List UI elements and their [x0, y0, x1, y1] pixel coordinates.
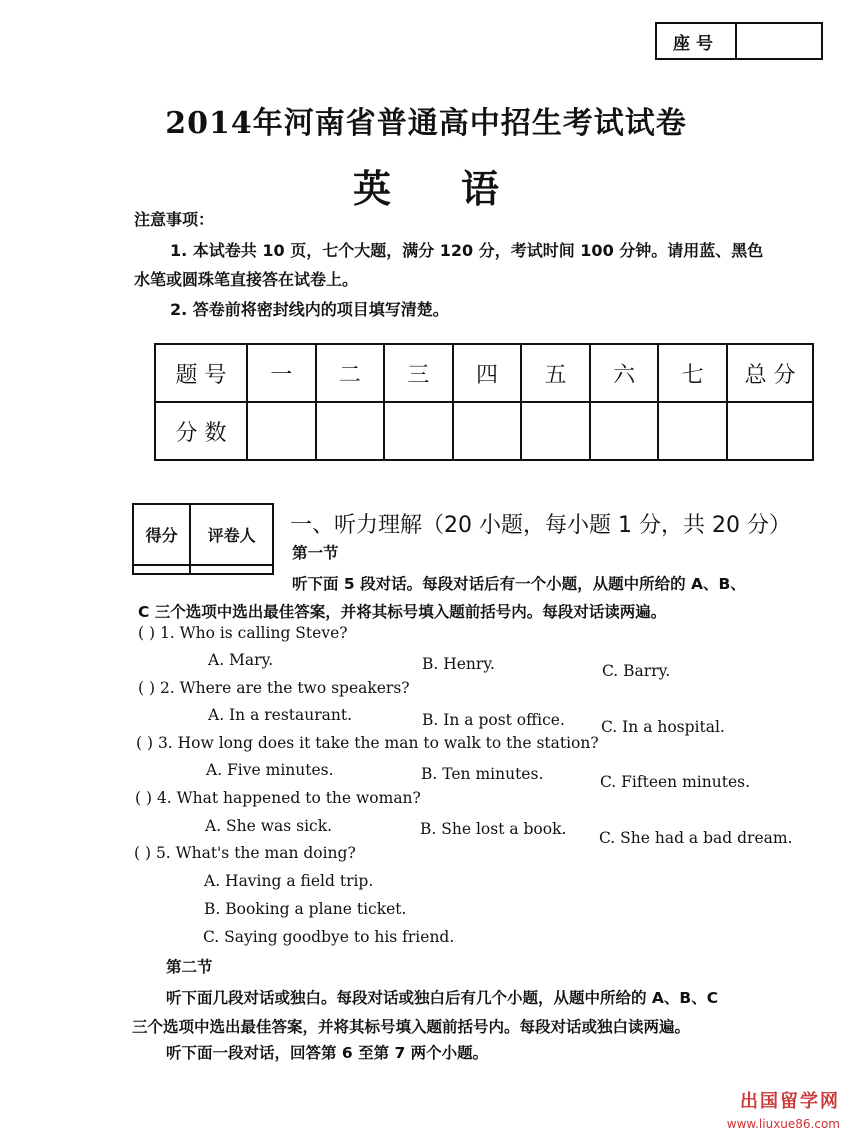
- section-1-title: 一、听力理解（20 小题，每小题 1 分，共 20 分）: [290, 513, 791, 538]
- question-2-option-a: A. In a restaurant.: [208, 706, 353, 724]
- grader-name-cell[interactable]: [190, 565, 273, 574]
- watermark: [727, 1087, 840, 1132]
- seat-number-box: [655, 22, 823, 60]
- score-table: [154, 343, 814, 461]
- score-table-header-cell: 二: [316, 344, 385, 402]
- section-1-part-2-instruction-line-3: 听下面一段对话，回答第 6 至第 7 两个小题。: [166, 1044, 489, 1062]
- section-1-part-2-heading: 第二节: [166, 958, 213, 976]
- notice-item-1-line-2: 水笔或圆珠笔直接答在试卷上。: [134, 270, 359, 289]
- score-table-header-cell: 题 号: [155, 344, 247, 402]
- question-1-option-b: B. Henry.: [422, 655, 495, 673]
- score-table-header-row: [155, 344, 813, 402]
- section-1-instruction-line-2: C 三个选项中选出最佳答案，并将其标号填入题前括号内。每段对话读两遍。: [138, 603, 667, 621]
- score-table-score-row: [155, 402, 813, 460]
- question-4-stem: ( ) 4. What happened to the woman?: [135, 789, 421, 807]
- question-2-stem: ( ) 2. Where are the two speakers?: [138, 679, 410, 697]
- section-1-part-2-instruction-line-2: 三个选项中选出最佳答案，并将其标号填入题前括号内。每段对话或独白读两遍。: [132, 1018, 691, 1036]
- section-1-part-1-heading: 第一节: [292, 544, 339, 562]
- score-cell-2[interactable]: [316, 402, 385, 460]
- question-5-stem: ( ) 5. What's the man doing?: [134, 844, 356, 862]
- notice-item-1-line-1: 1. 本试卷共 10 页，七个大题，满分 120 分，考试时间 100 分钟。请用蓝、黑色: [170, 241, 764, 260]
- question-3-option-c: C. Fifteen minutes.: [600, 773, 750, 791]
- score-table-header-cell: 六: [590, 344, 659, 402]
- grader-score-label: 得分: [133, 504, 190, 565]
- grader-name-label: 评卷人: [190, 504, 273, 565]
- notice-item-2: 2. 答卷前将密封线内的项目填写清楚。: [170, 300, 449, 319]
- section-1-instruction-line-1: 听下面 5 段对话。每段对话后有一个小题，从题中所给的 A、B、: [292, 575, 746, 593]
- exam-title: 2014年河南省普通高中招生考试试卷: [165, 106, 687, 141]
- score-cell-5[interactable]: [521, 402, 590, 460]
- seat-number-label: 座号: [657, 24, 737, 58]
- grader-table: [132, 503, 274, 575]
- score-cell-total[interactable]: [727, 402, 813, 460]
- question-1-option-c: C. Barry.: [602, 662, 671, 680]
- question-3-option-b: B. Ten minutes.: [421, 765, 544, 783]
- score-table-header-cell: 总 分: [727, 344, 813, 402]
- question-3-option-a: A. Five minutes.: [206, 761, 334, 779]
- watermark-site-name: 出国留学网: [740, 1091, 840, 1112]
- score-table-header-cell: 五: [521, 344, 590, 402]
- question-1-stem: ( ) 1. Who is calling Steve?: [138, 624, 348, 642]
- score-table-header-cell: 七: [658, 344, 727, 402]
- score-table-header-cell: 三: [384, 344, 453, 402]
- score-table-row-label: 分 数: [155, 402, 247, 460]
- score-cell-7[interactable]: [658, 402, 727, 460]
- watermark-url: www.liuxue86.com: [726, 1117, 840, 1131]
- question-2-option-c: C. In a hospital.: [601, 718, 725, 736]
- score-cell-4[interactable]: [453, 402, 522, 460]
- question-5-option-a: A. Having a field trip.: [204, 872, 374, 890]
- notice-heading: 注意事项：: [134, 210, 215, 229]
- section-1-part-2-instruction-line-1: 听下面几段对话或独白。每段对话或独白后有几个小题，从题中所给的 A、B、C: [166, 989, 719, 1007]
- question-1-option-a: A. Mary.: [208, 651, 274, 669]
- score-cell-1[interactable]: [247, 402, 316, 460]
- question-5-option-b: B. Booking a plane ticket.: [204, 900, 407, 918]
- grader-score-cell[interactable]: [133, 565, 190, 574]
- subject-title: 英语: [352, 166, 569, 211]
- question-4-option-b: B. She lost a book.: [420, 820, 567, 838]
- question-3-stem: ( ) 3. How long does it take the man to walk to the station?: [136, 734, 599, 752]
- score-table-header-cell: 一: [247, 344, 316, 402]
- question-5-option-c: C. Saying goodbye to his friend.: [203, 928, 455, 946]
- question-2-option-b: B. In a post office.: [422, 711, 565, 729]
- score-cell-6[interactable]: [590, 402, 659, 460]
- question-4-option-c: C. She had a bad dream.: [599, 829, 793, 847]
- score-table-header-cell: 四: [453, 344, 522, 402]
- question-4-option-a: A. She was sick.: [205, 817, 333, 835]
- score-cell-3[interactable]: [384, 402, 453, 460]
